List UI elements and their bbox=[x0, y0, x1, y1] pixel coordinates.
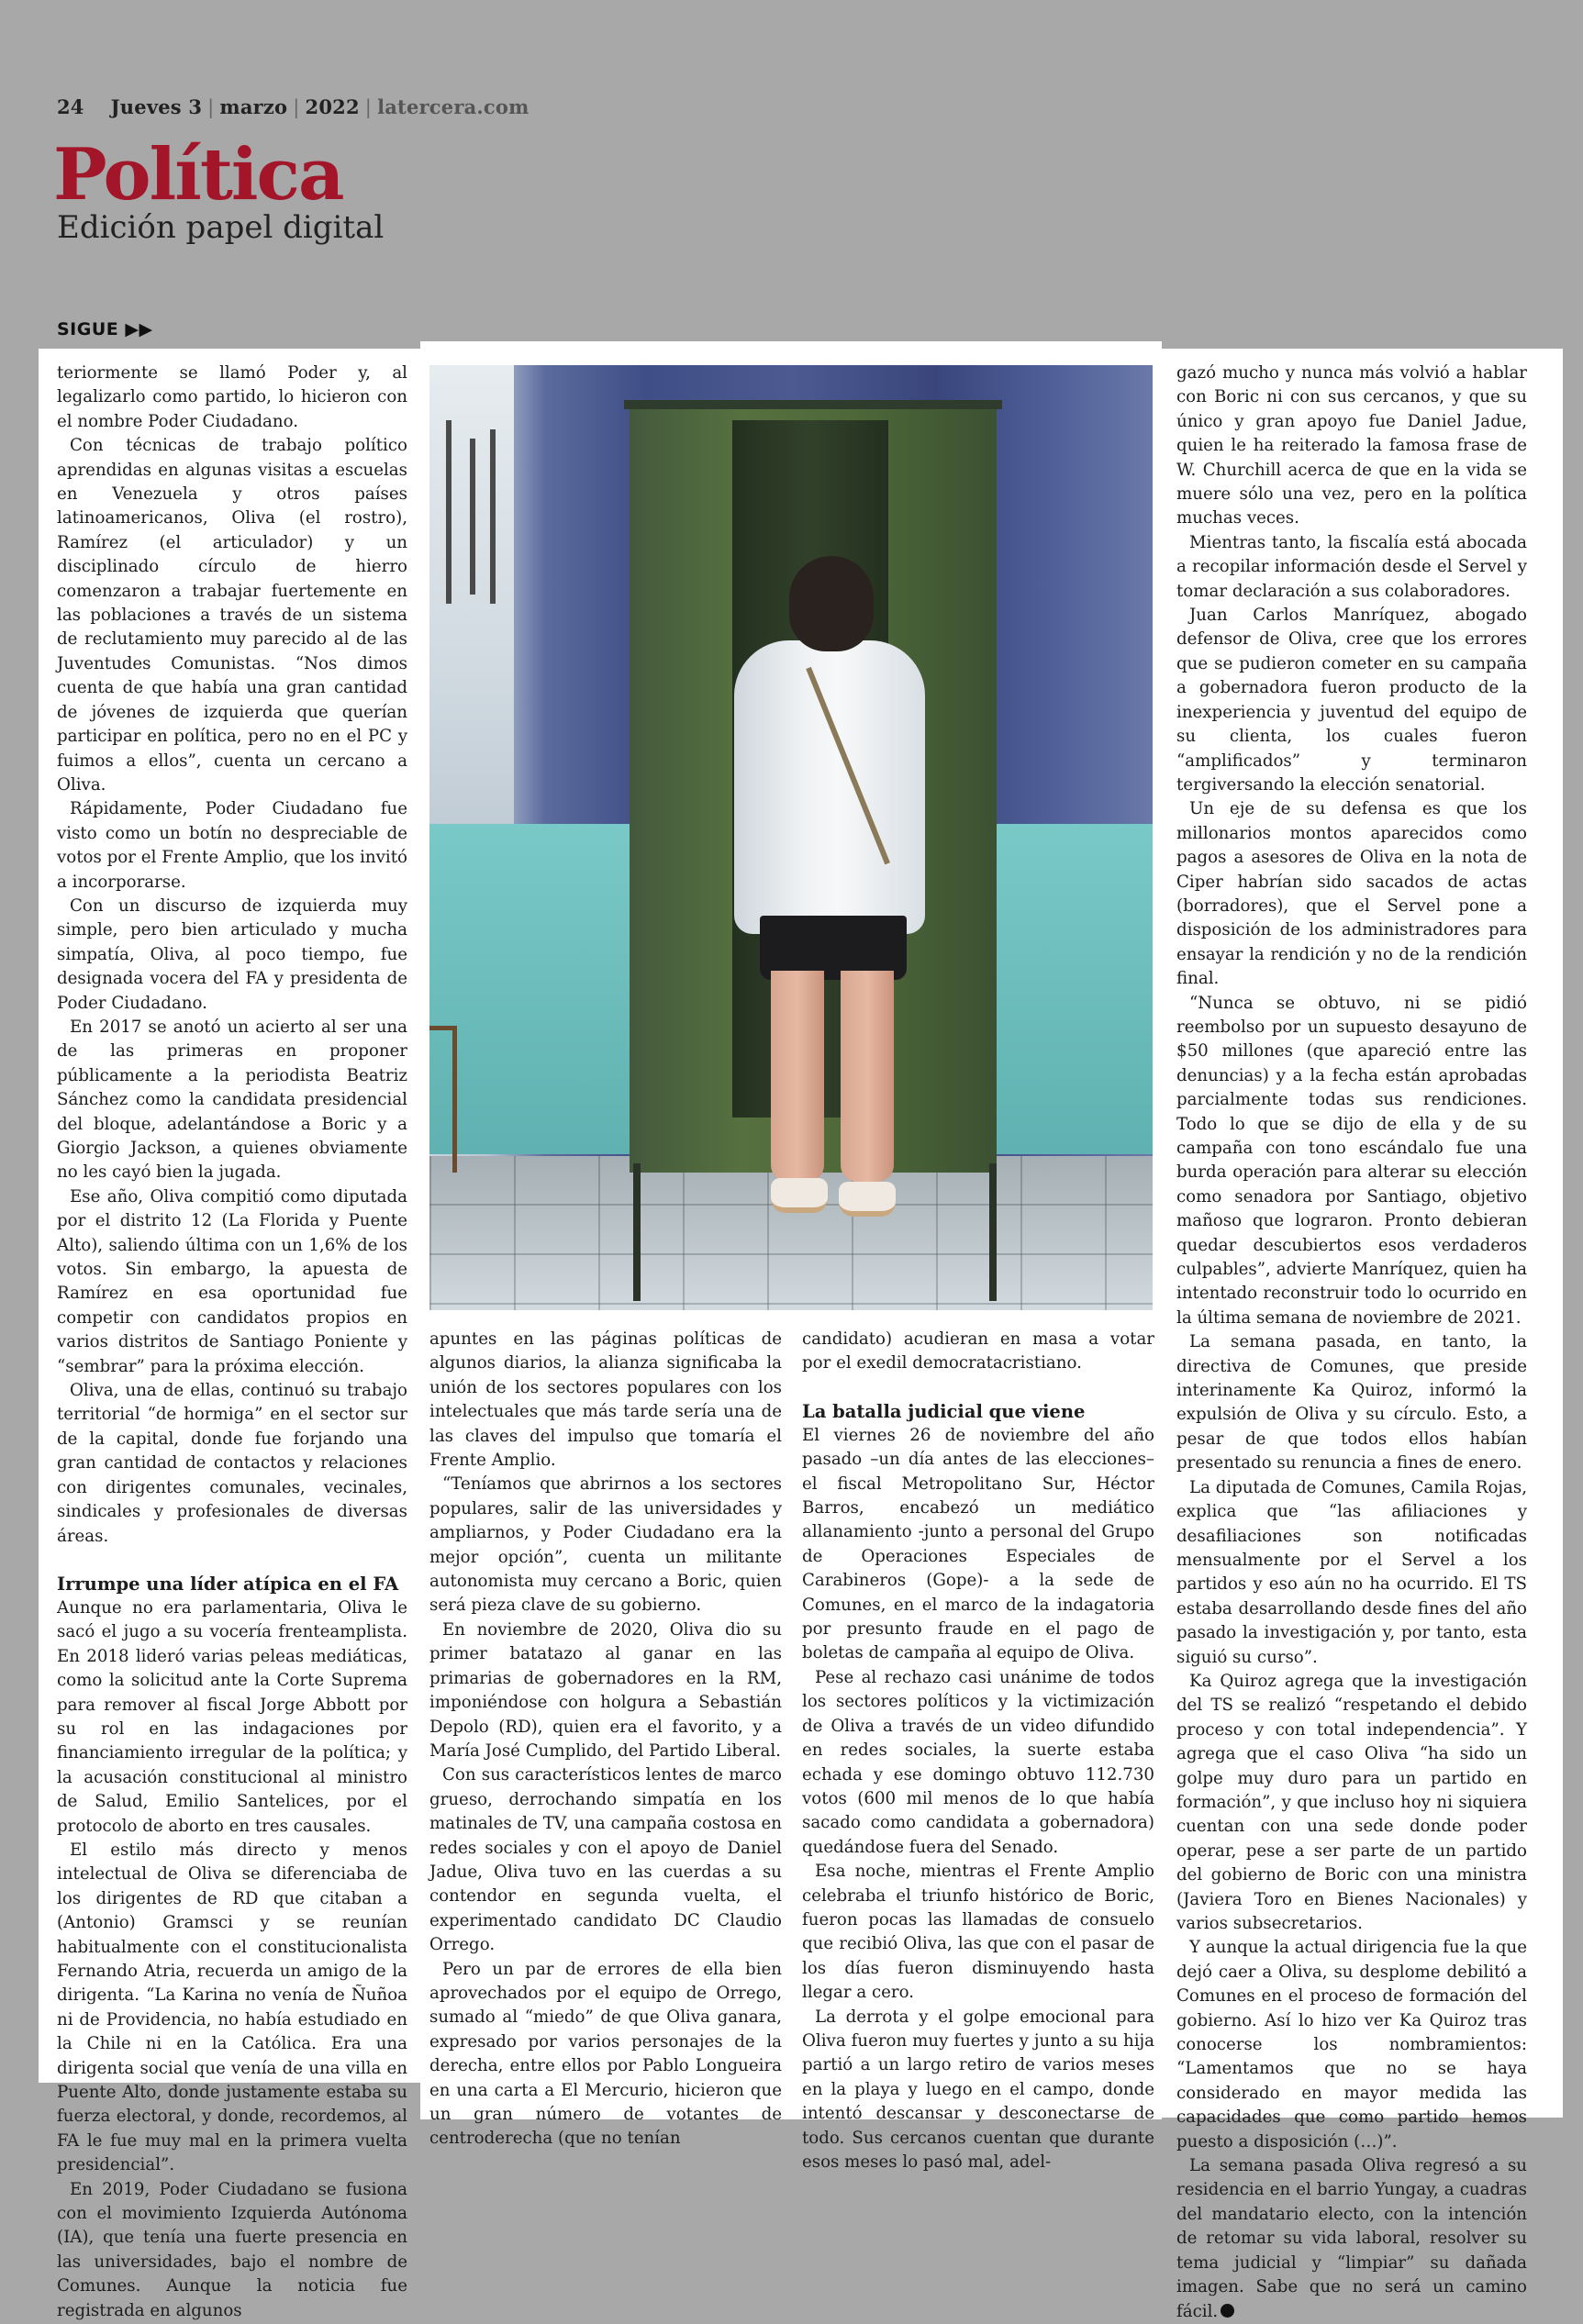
end-of-article-icon bbox=[1221, 2304, 1234, 2318]
article-column-3 bbox=[802, 1328, 1154, 2174]
paragraph: El estilo más directo y menos intelectual de Oliva se diferenciaba de los dirigentes de RD que citaban a (Antonio) Gramsci y se reunían habitualmente con el constitucionalista Fernando Atria, recuerda un amigo de la dirigenta. “La Karina no venía de Ñuñoa ni de Providencia, no había estudiado en la Chile ni en la Católica. Era una dirigenta social que venía de una villa en Puente Alto, donde justamente estaba su fuerza electoral, y donde, recordemos, al FA le fue muy mal en la primera vuelta presidencial”. bbox=[57, 1840, 407, 2175]
paragraph: apuntes en las páginas políticas de algunos diarios, la alianza significaba la unión de los sectores populares con los intelectuales que más tarde sería una de las claves del impulso que tomaría el Frente Amplio. bbox=[429, 1329, 782, 1471]
voting-booth-photo bbox=[429, 365, 1153, 1310]
section-title: Política bbox=[53, 133, 343, 217]
site-link[interactable]: latercera.com bbox=[377, 95, 530, 118]
paragraph: Aunque no era parlamentaria, Oliva le sacó el jugo a su vocería frenteamplista. En 2018 lideró varias peleas mediáticas, como la solicitud ante la Corte Suprema para remover al fiscal Jorge Abbott por su rol en las indagaciones por financiamiento irregular de la política; y la acusación constitucional al ministro de Salud, Emilio Santelices, por el protocolo de aborto en tres causales. bbox=[57, 1597, 407, 1836]
paragraph: Un eje de su defensa es que los millonarios montos aparecidos como pagos a asesores de Oliva en la nota de Ciper habrían sido sacados de actas (borradores), que el Servel pone a disposición de los administradores para ensayar la rendición y no de la rendición final. bbox=[1176, 799, 1527, 989]
paragraph: La diputada de Comunes, Camila Rojas, explica que “las afiliaciones y desafiliaciones son notificadas mensualmente por el Servel a los partidos y eso aún no ha ocurrido. El TS estaba desarrollando desde fines del año pasado la investigación y, por tanto, esta siguió su curso”. bbox=[1176, 1477, 1527, 1667]
photo-voter-shoe-left bbox=[771, 1178, 828, 1213]
photo-voter-shoe-right bbox=[839, 1182, 896, 1217]
photo-booth-leg bbox=[633, 1163, 641, 1301]
page-header-info: 24 Jueves 3 | marzo | 2022 | latercera.com bbox=[57, 95, 530, 118]
photo-booth-leg bbox=[989, 1163, 997, 1301]
paragraph: candidato) acudieran en masa a votar por el exedil democratacristiano. bbox=[802, 1329, 1154, 1373]
paragraph: Con técnicas de trabajo político aprendidas en algunas visitas a escuelas en Venezuela y otros países latinoamericanos, Oliva (el rostro), Ramírez (el articulador) y un disciplinado círculo de hierro comenzaron a trabajar fuertemente en las poblaciones a través de un sistema de reclutamiento muy parecido al de las Juventudes Comunistas. “Nos dimos cuenta de que había una gran cantidad de jóvenes de izquierda que querían participar en política, pero no en el PC y fuimos a ellos”, cuenta un cercano a Oliva. bbox=[57, 436, 407, 795]
photo-voter-shirt bbox=[734, 640, 925, 934]
paragraph: La derrota y el golpe emocional para Oliva fueron muy fuertes y junto a su hija partió a un largo retiro de varios meses en la playa y luego en el campo, donde intentó descansar y desconectarse de todo. Sus cercanos cuentan que durante esos meses lo pasó mal, adel- bbox=[802, 2007, 1154, 2172]
photo-voter-leg-right bbox=[841, 971, 894, 1182]
photo-chair bbox=[429, 1026, 457, 1173]
paragraph: Con un discurso de izquierda muy simple, pero bien articulado y mucha simpatía, Oliva, al poco tiempo, fue designada vocera del FA y presidenta de Poder Ciudadano. bbox=[57, 895, 407, 1013]
paragraph: teriormente se llamó Poder y, al legalizarlo como partido, lo hicieron con el nombre Poder Ciudadano. bbox=[57, 363, 407, 431]
paragraph: Ese año, Oliva compitió como diputada por el distrito 12 (La Florida y Puente Alto), saliendo última con un 1,6% de los votos. Sin embargo, la apuesta de Ramírez en esa oportunidad fue competir con candidatos propios en varios distritos de Santiago Poniente y “sembrar” para la próxima elección. bbox=[57, 1186, 407, 1376]
paragraph: Ka Quiroz agrega que la investigación del TS se realizó “respetando el debido proceso y con total independencia”. Y agrega que el caso Oliva “ha sido un golpe muy duro para un partido en formación”, y que incluso hoy ni siquiera cuentan con una sede donde poder operar, pese a ser parte de un partido del gobierno de Boric con una ministra (Javiera Toro en Bienes Nacionales) y varios subsecretarios. bbox=[1176, 1671, 1527, 1933]
paragraph: gazó mucho y nunca más volvió a hablar con Boric ni con sus cercanos, y que su único y gran apoyo fue Daniel Jadue, quien le ha reiterado la famosa frase de W. Churchill acerca de que en la vida se muere sólo una vez, pero en la política muchas veces. bbox=[1176, 363, 1527, 528]
paragraph: Con sus característicos lentes de marco grueso, derrochando simpatía en los matinales de TV, una campaña costosa en redes sociales y con el apoyo de Daniel Jadue, Oliva tuvo en las cuerdas a su contendor en segunda vuelta, el experimentado candidato DC Claudio Orrego. bbox=[429, 1765, 782, 1955]
paragraph-final bbox=[1176, 2154, 1527, 2324]
final-paragraph-text: La semana pasada Oliva regresó a su residencia en el barrio Yungay, a cuadras del mandatario electo, con la intención de retomar su vida laboral, resolver su tema judicial y “limpiar” su dañada imagen. Sabe que no será un camino fácil. bbox=[1176, 2156, 1527, 2321]
issue-weekday: Jueves 3 bbox=[110, 95, 203, 118]
photo-voter-head bbox=[789, 556, 874, 651]
paragraph: El viernes 26 de noviembre del año pasado –un día antes de las elecciones– el fiscal Metropolitano Sur, Héctor Barros, encabezó un mediático allanamiento -junto a personal del Grupo de Operaciones Especiales de Carabineros (Gope)- a la sede de Comunes, en el marco de la indagatoria por presunto fraude en el pago de boletas de campaña al equipo de Oliva. bbox=[802, 1425, 1154, 1663]
paragraph: La semana pasada, en tanto, la directiva de Comunes, que preside interinamente Ka Quiroz, informó la expulsión de Oliva y su círculo. Esto, a pesar de que todos ellos habían presentado su renuncia a fines de enero. bbox=[1176, 1332, 1527, 1473]
paragraph: En 2017 se anotó un acierto al ser una de las primeras en proponer públicamente a la periodista Beatriz Sánchez como la candidata presidencial del bloque, adelantándose a Boric y a Giorgio Jackson, a quienes obviamente no les cayó bien la jugada. bbox=[57, 1017, 407, 1183]
paragraph: Oliva, una de ellas, continuó su trabajo territorial “de hormiga” en el sector sur de la capital, donde fue forjando una gran cantidad de contactos y relaciones con dirigentes comunales, vecinales, sindicales y profesionales de diversas áreas. bbox=[57, 1381, 407, 1546]
paragraph: Esa noche, mientras el Frente Amplio celebraba el triunfo histórico de Boric, fueron pocas las llamadas de consuelo que recibió Oliva, las que con el pasar de los días fueron disminuyendo hasta llegar a cero. bbox=[802, 1862, 1154, 2003]
page-number: 24 bbox=[57, 95, 84, 118]
paragraph: “Nunca se obtuvo, ni se pidió reembolso por un supuesto desayuno de $50 millones (que apareció entre las denuncias) y a la fecha están aprobadas parcialmente todas sus rendiciones. Todo lo que se dijo de ella y de su campaña con tono escándalo fue una burda operación para alterar su elección como senadora por Santiago, objetivo mañoso que lograron. Pronto debieran quedar descubiertos esos verdaderos culpables”, advierte Manríquez, quien ha intentado reconstruir todo lo ocurrido en la última semana de noviembre de 2021. bbox=[1176, 993, 1527, 1328]
photo-window-bar bbox=[490, 429, 496, 604]
paragraph: Pero un par de errores de ella bien aprovechados por el equipo de Orrego, sumado al “miedo” de que Oliva ganara, expresado por varios personajes de la derecha, entre ellos por Pablo Longueira en una carta a El Mercurio, hicieron que un gran número de votantes de centroderecha (que no tenían bbox=[429, 1959, 782, 2149]
article-column-2 bbox=[429, 1328, 782, 2152]
paragraph: Pese al rechazo casi unánime de todos los sectores políticos y la victimización de Oliva a través de un video difundido en redes sociales, la suerte estaba echada y ese domingo obtuvo 112.730 votos (600 mil menos de lo que había sacado como candidata a gobernadora) quedándose fuera del Senado. bbox=[802, 1667, 1154, 1857]
paragraph: Rápidamente, Poder Ciudadano fue visto como un botín no despreciable de votos por el Frente Amplio, que los invitó a incorporarse. bbox=[57, 799, 407, 892]
edition-subtitle: Edición papel digital bbox=[57, 209, 385, 246]
photo-window-bar bbox=[470, 439, 475, 595]
continues-marker: SIGUE ▶▶ bbox=[57, 319, 153, 339]
paragraph: Mientras tanto, la fiscalía está abocada a recopilar información desde el Servel y tomar declaración a sus colaboradores. bbox=[1176, 532, 1527, 601]
paragraph: “Teníamos que abrirnos a los sectores populares, salir de las universidades y ampliarnos, y Poder Ciudadano era la mejor opción”, cuenta un militante autonomista muy cercano a Boric, quien será pieza clave de su gobierno. bbox=[429, 1474, 782, 1616]
article-column-1 bbox=[57, 361, 407, 2323]
paragraph: En noviembre de 2020, Oliva dio su primer batatazo al ganar en las primarias de gobernadores en la RM, imponiéndose con holgura a Sebastián Depolo (RD), quien era el favorito, y a María José Cumplido, del Partido Liberal. bbox=[429, 1619, 782, 1761]
subheading: Irrumpe una líder atípica en el FA bbox=[57, 1573, 399, 1595]
photo-window-bar bbox=[446, 420, 451, 604]
paragraph: En 2019, Poder Ciudadano se fusiona con el movimiento Izquierda Autónoma (IA), que tenía una fuerte presencia en las universidades, bajo el nombre de Comunes. Aunque la noticia fue registrada en algunos bbox=[57, 2179, 407, 2320]
photo-voter-leg-left bbox=[771, 971, 824, 1182]
photo-booth-frame bbox=[624, 400, 1002, 409]
paragraph: Y aunque la actual dirigencia fue la que dejó caer a Oliva, su desplome debilitó a Comunes en el proceso de formación del gobierno. Así lo hizo ver Ka Quiroz tras conocerse los nombramientos: “Lamentamos que no se haya considerado en mayor medida las capacidades que como partido hemos puesto a disposición (…)”. bbox=[1176, 1938, 1527, 2152]
issue-year: 2022 bbox=[305, 95, 360, 118]
issue-month: marzo bbox=[219, 95, 288, 118]
subheading: La batalla judicial que viene bbox=[802, 1400, 1086, 1422]
photo-window bbox=[429, 365, 514, 842]
paragraph: Juan Carlos Manríquez, abogado defensor de Oliva, cree que los errores que se pudieron cometer en su campaña a gobernadora fueron producto de la inexperiencia y juventud del equipo de su clienta, los cuales fueron “amplificados” y terminaron tergiversando la elección senatorial. bbox=[1176, 606, 1527, 795]
article-column-4 bbox=[1176, 361, 1527, 2324]
